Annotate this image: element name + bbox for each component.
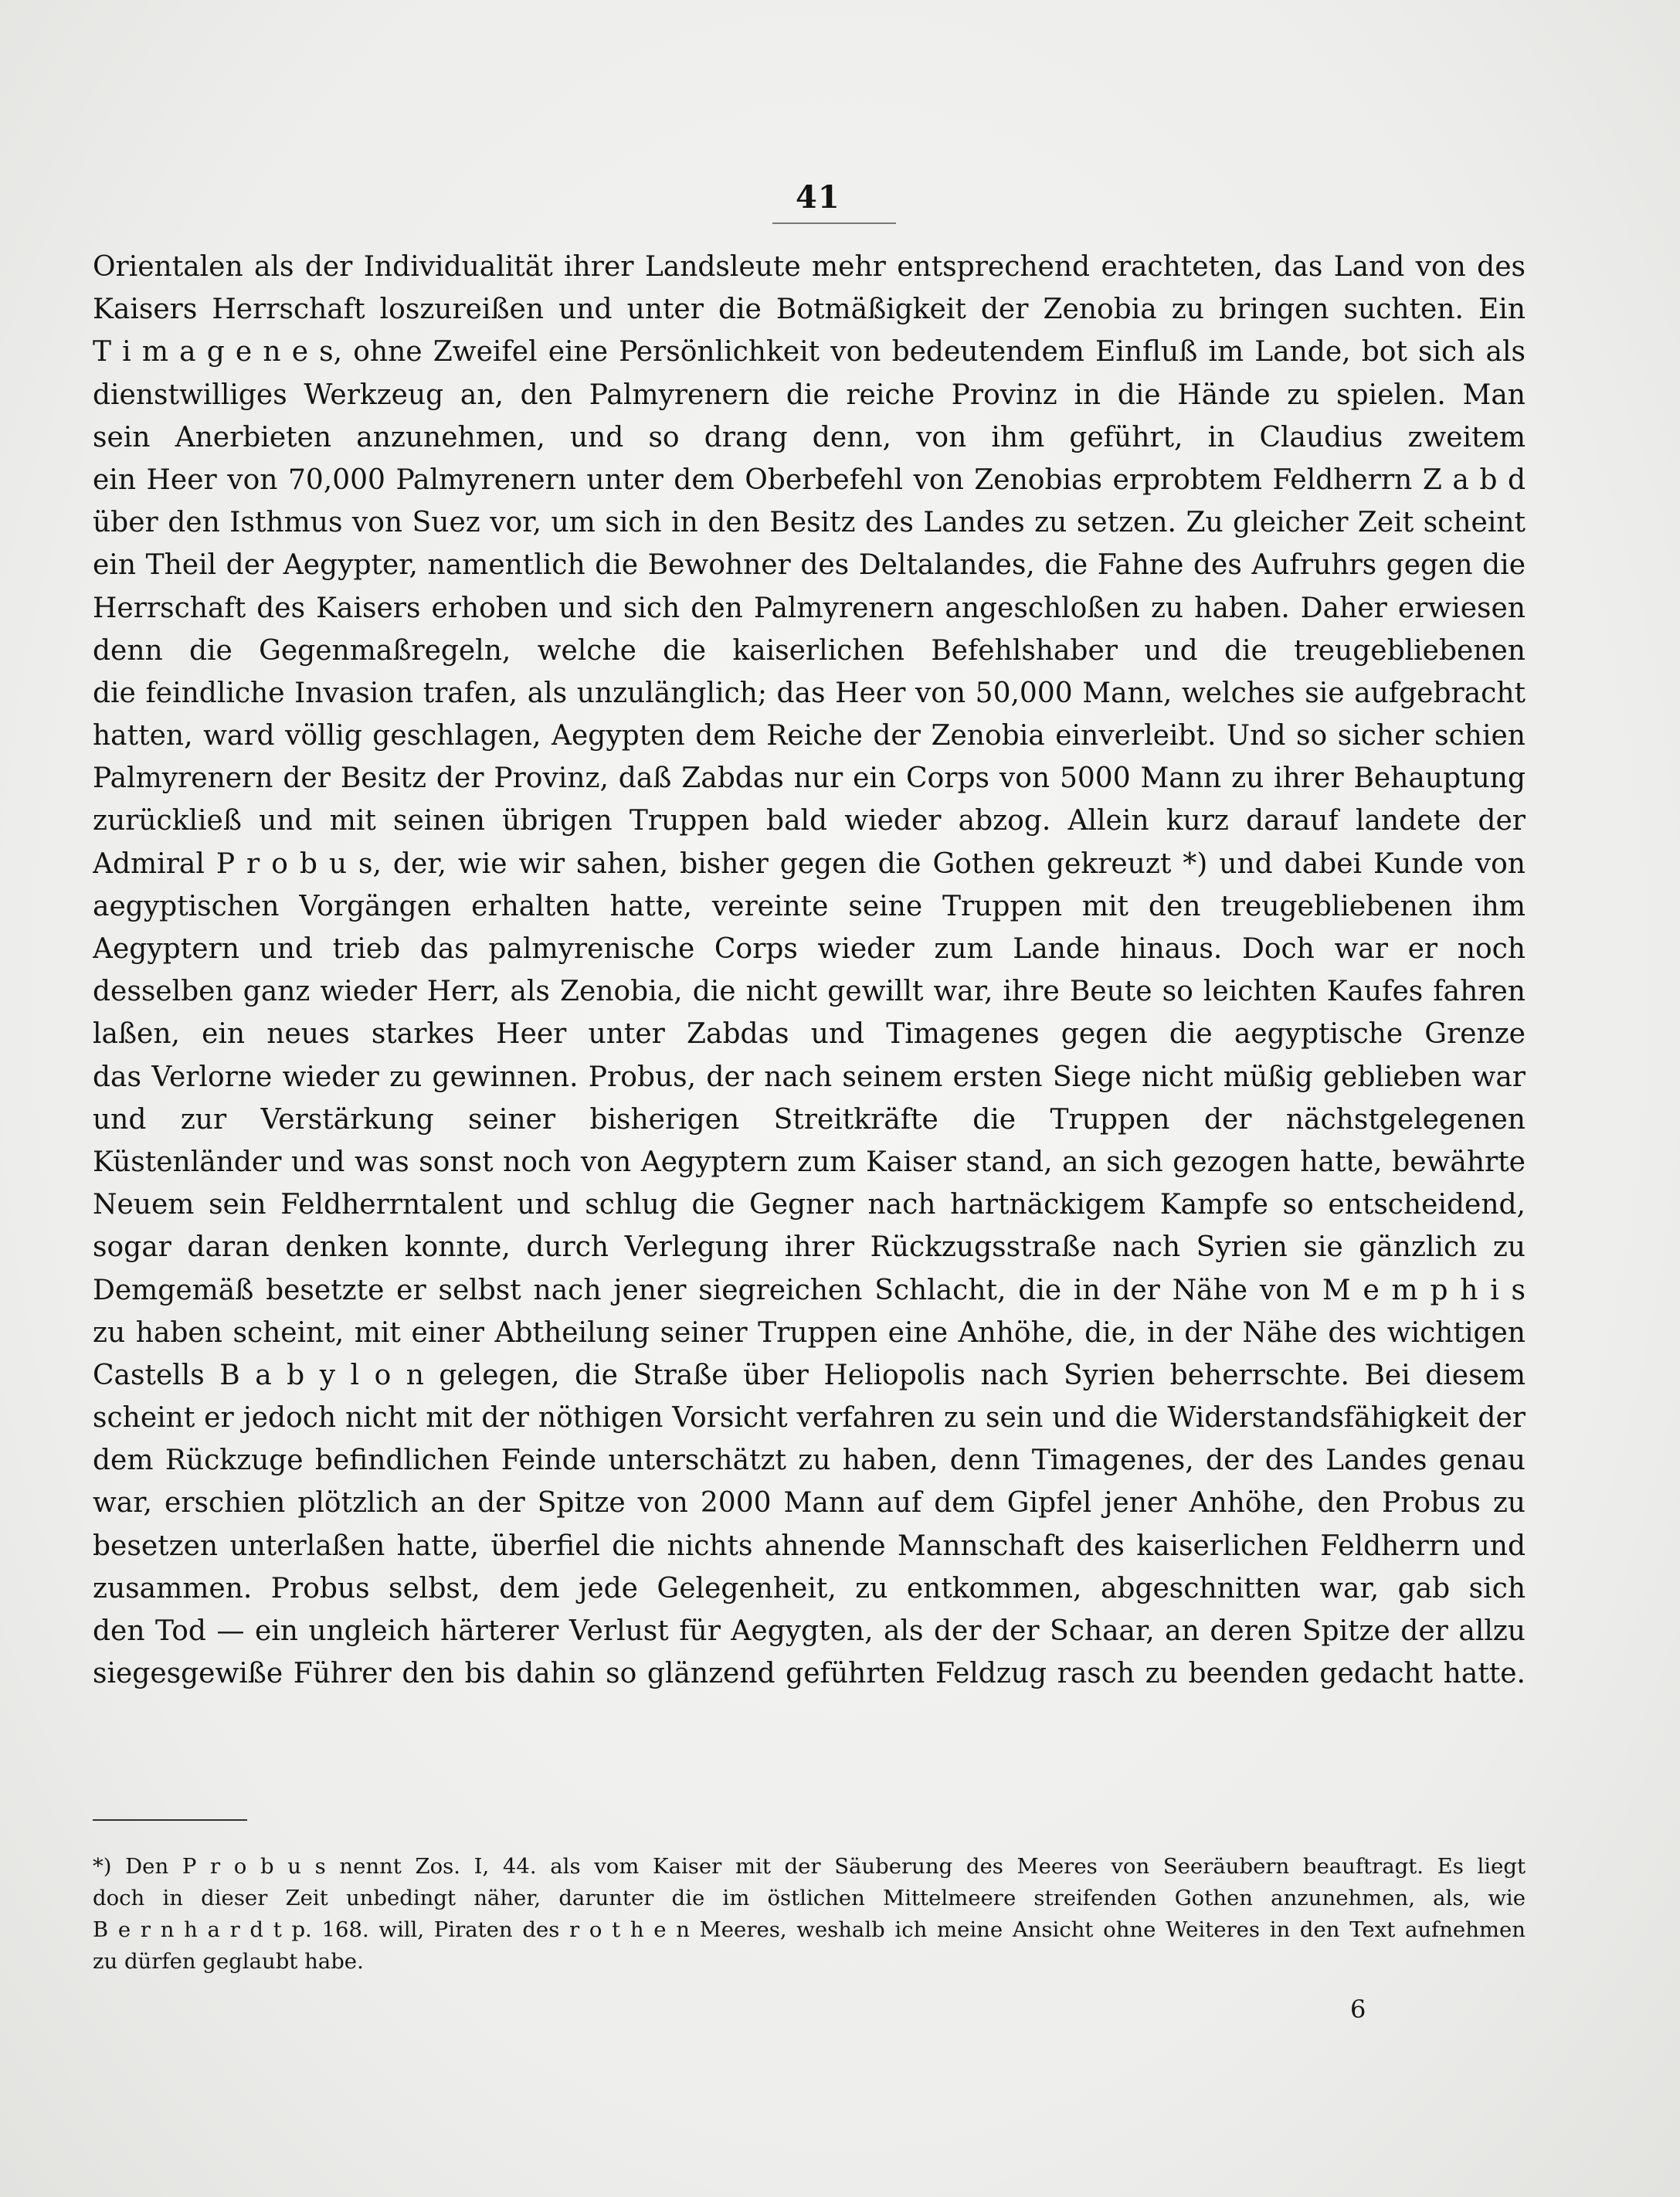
text-line — [93, 1354, 1526, 1397]
text-line — [93, 970, 1526, 1013]
footnote-line-segment: zu dürfen geglaubt habe. — [93, 1949, 364, 1974]
text-line — [93, 1610, 1526, 1652]
text-line — [93, 843, 1526, 885]
footnote-rule — [93, 1819, 247, 1821]
text-line — [93, 1226, 1526, 1268]
text-line-segment: Admiral — [93, 847, 216, 880]
text-line-segment: hatten, ward völlig geschlagen, Aegypten dem Reiche der Zenobia einverleibt. Und so sicher schien — [93, 720, 1526, 752]
text-line — [93, 246, 1526, 288]
text-line-segment: , ohne Zweifel eine Persönlichkeit von bedeutendem Einfluß im Lande, bot sich als — [333, 336, 1526, 368]
text-line — [93, 374, 1526, 416]
text-line-segment: war, erschien plötzlich an der Spitze von 2000 Mann auf dem Gipfel jener Anhöhe, den Probus zu — [93, 1487, 1526, 1520]
text-line — [93, 672, 1526, 715]
text-line-segment: P r o b u s — [216, 847, 373, 880]
text-line-segment: gelegen, die Straße über Heliopolis nach Syrien beherrschte. Bei diesem — [439, 1359, 1526, 1391]
header-rule — [772, 222, 896, 224]
footnote-line-segment: p. 168. will, Piraten des — [281, 1917, 570, 1942]
footnote-line-segment: Meeres, weshalb ich meine Ansicht ohne Weiteres in den Text aufnehmen — [689, 1917, 1526, 1942]
footnote-line — [93, 1946, 1526, 1978]
text-line — [93, 1652, 1526, 1695]
text-line — [93, 587, 1526, 630]
text-line-segment: die feindliche Invasion trafen, als unzulänglich; das Heer von 50,000 Mann, welches sie aufgebracht — [93, 677, 1526, 709]
text-line — [93, 1397, 1526, 1439]
footnote-line-segment: B e r n h a r d t — [93, 1917, 282, 1942]
text-line-segment: Neuem sein Feldherrntalent und schlug die Gegner nach hartnäckigem Kampfe so entscheidend, — [93, 1189, 1526, 1221]
text-line — [93, 1098, 1526, 1141]
footnote-line-segment: r o t h e n — [569, 1917, 690, 1942]
text-line — [93, 1269, 1526, 1312]
text-line — [93, 1567, 1526, 1610]
text-line-segment: B a b y l o n — [219, 1359, 424, 1391]
text-line — [93, 1525, 1526, 1567]
text-line — [93, 544, 1526, 586]
text-line-segment: sogar daran denken konnte, durch Verlegung ihrer Rückzugsstraße nach Syrien sie gänzlich zu — [93, 1231, 1526, 1264]
text-line — [93, 1439, 1526, 1482]
text-line-segment: über den Isthmus von Suez vor, um sich in den Besitz des Landes zu setzen. Zu gleicher Zeit scheint — [93, 507, 1526, 539]
text-line-segment: aegyptischen Vorgängen erhalten hatte, vereinte seine Truppen mit den treugebliebenen ihm — [93, 890, 1526, 922]
text-line — [93, 630, 1526, 672]
text-line — [93, 331, 1526, 373]
text-line-segment: Aegyptern und trieb das palmyrenische Corps wieder zum Lande hinaus. Doch war er noch — [93, 933, 1526, 965]
text-line-segment: dem Rückzuge befindlichen Feinde unterschätzt zu haben, denn Timagenes, der des Landes genau — [93, 1445, 1526, 1477]
text-line-segment: Küstenländer und was sonst noch von Aegyptern zum Kaiser stand, an sich gezogen hatte, bewährte — [93, 1146, 1526, 1178]
text-line-segment: laßen, ein neues starkes Heer unter Zabdas und Timagenes gegen die aegyptische Grenze — [93, 1018, 1526, 1051]
text-line-segment: siegesgewiße Führer den bis dahin so glänzend geführten Feldzug rasch zu beenden gedacht hatte. — [93, 1658, 1526, 1690]
signature-mark: 6 — [1350, 1995, 1366, 2024]
text-line — [93, 757, 1526, 800]
text-line-segment: denn die Gegenmaßregeln, welche die kaiserlichen Befehlshaber und die treugebliebenen — [93, 634, 1526, 667]
text-line-segment: desselben ganz wieder Herr, als Zenobia, die nicht gewillt war, ihre Beute so leichten Kaufes fahren — [93, 976, 1526, 1008]
text-line-segment: Palmyrenern der Besitz der Provinz, daß Zabdas nur ein Corps von 5000 Mann zu ihrer Behauptung — [93, 762, 1526, 795]
text-line-segment: besetzen unterlaßen hatte, überfiel die nichts ahnende Mannschaft des kaiserlichen Feldherrn und — [93, 1530, 1526, 1562]
text-line-segment: Orientalen als der Individualität ihrer Landsleute mehr entsprechend erachteten, das Land von des — [93, 251, 1526, 283]
text-line — [93, 885, 1526, 928]
text-line — [93, 1482, 1526, 1524]
text-line-segment: zurückließ und mit seinen übrigen Truppen bald wieder abzog. Allein kurz darauf landete der — [93, 805, 1526, 837]
footnote-line — [93, 1883, 1526, 1914]
text-line-segment: das Verlorne wieder zu gewinnen. Probus, der nach seinem ersten Siege nicht müßig geblieben war — [93, 1061, 1526, 1093]
footnote-line-segment: doch in dieser Zeit unbedingt näher, darunter die im östlichen Mittelmeere streifenden Gothen anzunehmen, als, wie — [93, 1886, 1526, 1910]
text-line-segment: T i m a g e n e s — [93, 336, 334, 368]
text-line — [93, 288, 1526, 331]
text-line-segment: Z a b d — [1422, 464, 1526, 496]
text-line — [93, 1183, 1526, 1226]
text-line-segment: scheint er jedoch nicht mit der nöthigen Vorsicht verfahren zu sein und die Widerstandsfähigkeit der — [93, 1402, 1526, 1435]
text-line — [93, 501, 1526, 544]
footnote-line — [93, 1851, 1526, 1883]
text-line — [93, 416, 1526, 459]
text-line-segment: den Tod — ein ungleich härterer Verlust für Aegygten, als der der Schaar, an deren Spitze der allzu — [93, 1615, 1526, 1647]
text-line-segment: zusammen. Probus selbst, dem jede Gelegenheit, zu entkommen, abgeschnitten war, gab sich — [93, 1572, 1526, 1604]
text-line-segment: M e m p h i s — [1322, 1274, 1526, 1306]
text-line-segment: Kaisers Herrschaft loszureißen und unter die Botmäßigkeit der Zenobia zu bringen suchten. Ein — [93, 294, 1526, 326]
footnote-line-segment: nennt Zos. I, 44. als vom Kaiser mit der Säuberung des Meeres von Seeräubern beauftragt. Es liegt — [325, 1854, 1526, 1879]
text-line — [93, 459, 1526, 501]
text-line-segment: dienstwilliges Werkzeug an, den Palmyrenern die reiche Provinz in die Hände zu spielen. Man — [93, 379, 1526, 411]
text-line — [93, 715, 1526, 757]
text-line-segment: zu haben scheint, mit einer Abtheilung seiner Truppen eine Anhöhe, die, in der Nähe des wichtigen — [93, 1316, 1526, 1349]
text-line — [93, 800, 1526, 842]
footnote — [93, 1851, 1526, 1978]
footnote-line — [93, 1914, 1526, 1946]
text-line — [93, 1013, 1526, 1055]
text-line — [93, 928, 1526, 970]
text-line-segment: ein Theil der Aegypter, namentlich die Bewohner des Deltalandes, die Fahne des Aufruhrs gegen die — [93, 549, 1526, 582]
text-line — [93, 1141, 1526, 1183]
footnote-line-segment: *) Den — [93, 1854, 182, 1879]
page-number: 41 — [796, 179, 840, 216]
main-text — [93, 246, 1526, 1695]
text-line — [93, 1056, 1526, 1098]
footnote-line-segment: P r o b u s — [182, 1854, 326, 1879]
text-line-segment: sein Anerbieten anzunehmen, und so drang denn, von ihm geführt, in Claudius zweitem — [93, 421, 1526, 453]
text-line-segment: Herrschaft des Kaisers erhoben und sich den Palmyrenern angeschloßen zu haben. Daher erwiesen — [93, 592, 1526, 624]
text-line-segment: Castells — [93, 1359, 220, 1391]
text-line-segment: , der, wie wir sahen, bisher gegen die Gothen gekreuzt *) und dabei Kunde von — [372, 847, 1526, 880]
text-line-segment: Demgemäß besetzte er selbst nach jener siegreichen Schlacht, die in der Nähe von — [93, 1274, 1322, 1306]
text-line-segment: ein Heer von 70,000 Palmyrenern unter dem Oberbefehl von Zenobias erprobtem Feldherrn — [93, 464, 1423, 496]
text-line — [93, 1312, 1526, 1354]
text-line-segment: und zur Verstärkung seiner bisherigen Streitkräfte die Truppen der nächstgelegenen — [93, 1103, 1526, 1136]
